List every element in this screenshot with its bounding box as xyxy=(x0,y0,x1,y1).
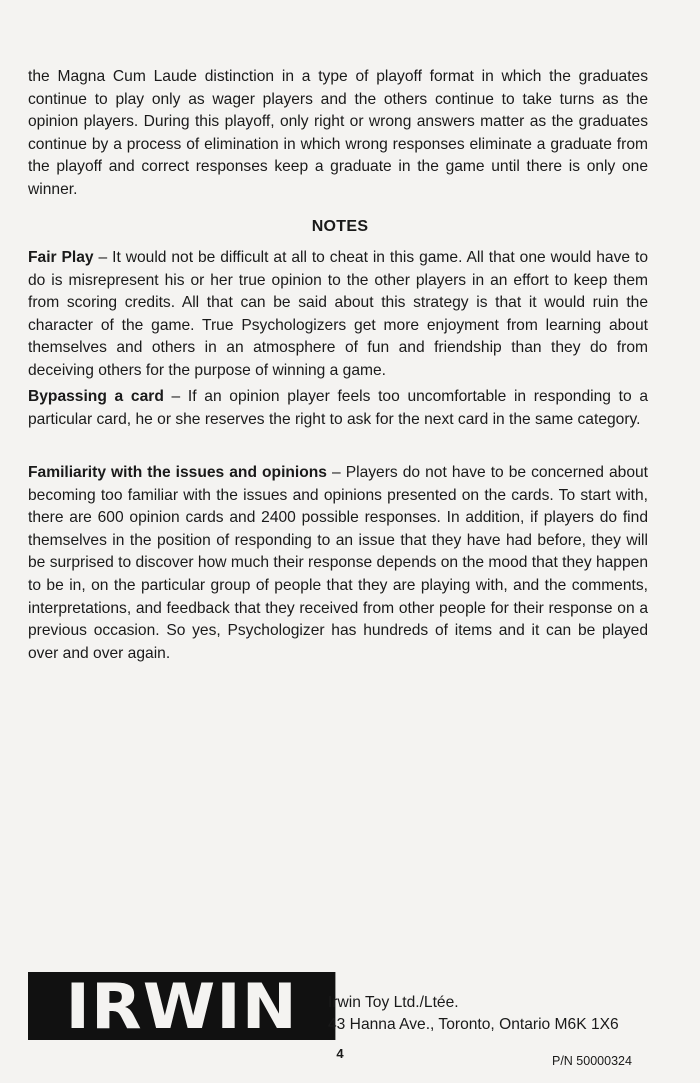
familiarity-text: – Players do not have to be concerned about becoming too familiar with the issues and opinions presented on the cards. To start with, there are 600 opinion cards and 2400 possible responses. In addition, if players do find themselves in the position of responding to an issue that they have had before, they will be surprised to discover how much their response depends on the mood that they happen to be in, on the particular group of people that they are playing with, and the comments, interpretations, and feedback that they received from other people for their response on a previous occasion. So yes, Psychologizer has hundreds of items and it can be played over and over again. xyxy=(28,464,648,662)
bypassing-paragraph xyxy=(28,386,648,431)
page-number: 4 xyxy=(336,1046,344,1061)
notes-heading: NOTES xyxy=(311,218,369,235)
company-address xyxy=(328,992,619,1036)
familiarity-paragraph xyxy=(28,462,648,665)
company-name: Irwin Toy Ltd./Ltée. xyxy=(328,994,459,1011)
fair-play-paragraph xyxy=(28,247,648,383)
irwin-logo: IRWIN xyxy=(28,972,335,1040)
bypassing-heading: Bypassing a card xyxy=(28,388,164,405)
fair-play-heading: Fair Play xyxy=(28,249,94,266)
company-street: 43 Hanna Ave., Toronto, Ontario M6K 1X6 xyxy=(328,1016,619,1033)
bypassing-text: – If an opinion player feels too uncomfortable in responding to a particular card, he or she reserves the right to ask for the next card in the same category. xyxy=(28,388,649,428)
part-number: P/N 50000324 xyxy=(552,1054,632,1068)
fair-play-text: – It would not be difficult at all to cheat in this game. All that one would have to do is misrepresent his or her true opinion to the other players in an effort to keep them from scoring credits. All that can be said about this strategy is that it would ruin the character of the game. True Psychologizers get more enjoyment from learning about themselves and others in an atmosphere of fun and friendship than they do from deceiving others for the purpose of winning a game. xyxy=(28,249,649,379)
familiarity-heading: Familiarity with the issues and opinions xyxy=(28,464,327,481)
intro-paragraph: the Magna Cum Laude distinction in a type of playoff format in which the graduates continue to play only as wager players and the others continue to take turns as the opinion players. During this playoff, only right or wrong answers matter as the graduates continue by a process of elimination in which wrong responses eliminate a graduate from the playoff and correct responses keep a graduate in the game until there is only one winner. xyxy=(28,68,648,198)
